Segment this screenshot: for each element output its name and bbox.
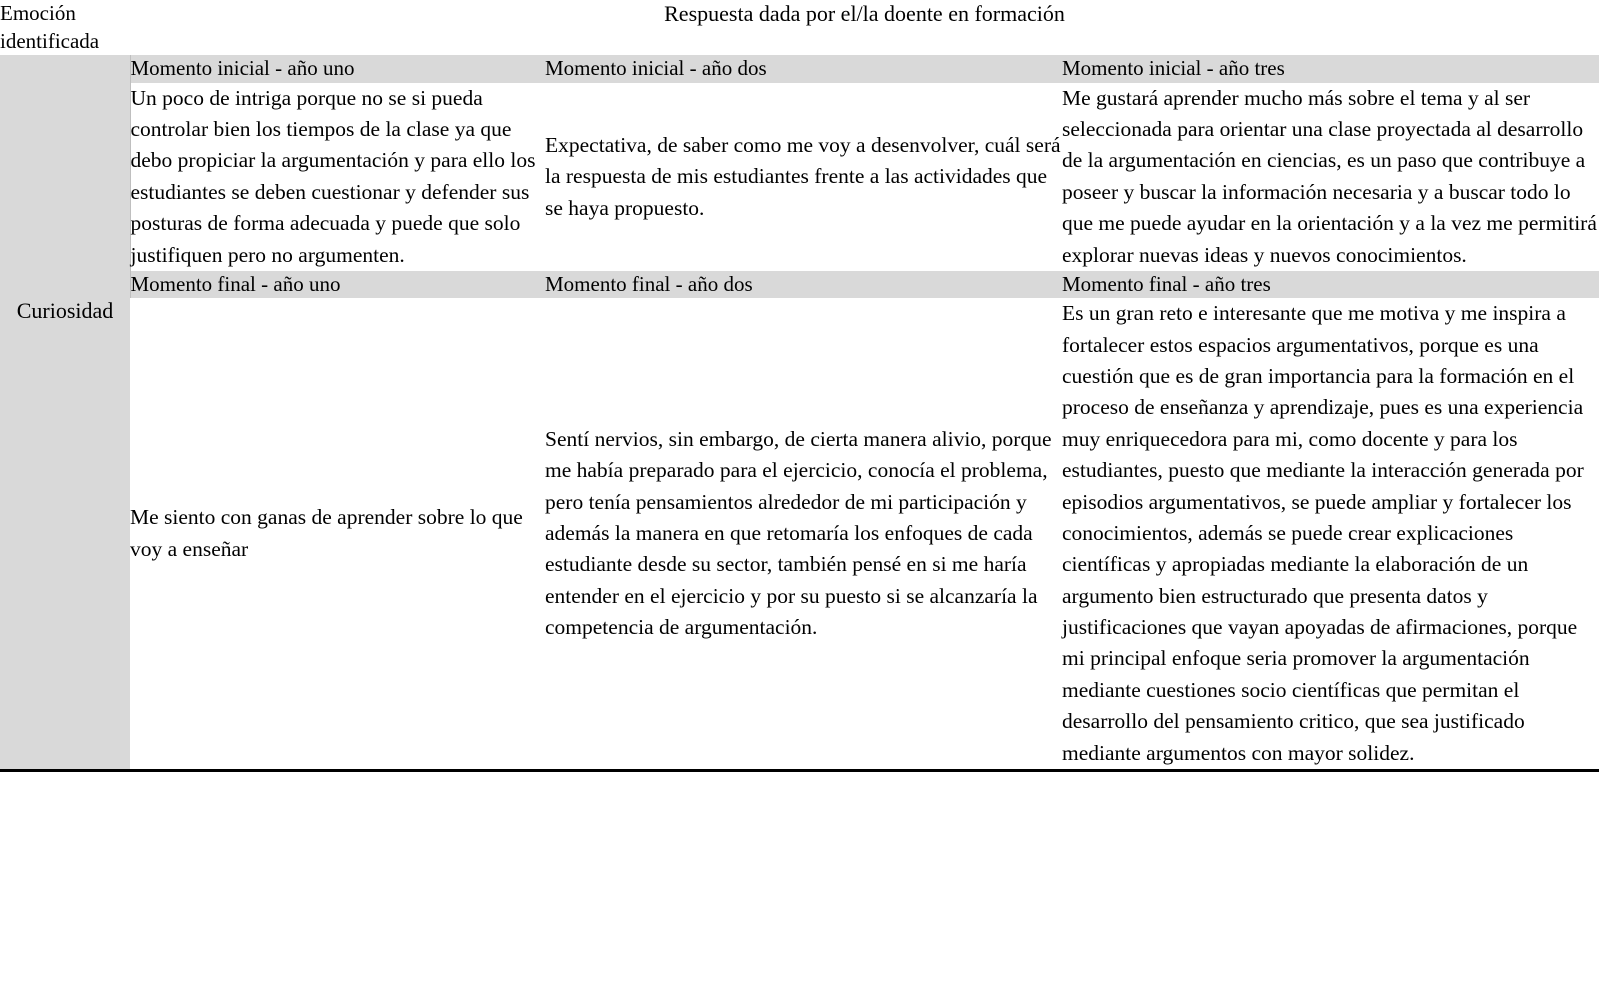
stub-header-cell: Emoción identificada [0, 0, 130, 55]
emotion-label-cell: Curiosidad [0, 298, 130, 770]
response-initial-year-one [130, 83, 545, 271]
emotion-column-spacer-initial [0, 55, 130, 82]
response-initial-year-two [545, 83, 1062, 271]
response-text: Me gustará aprender mucho más sobre el tema y al ser seleccionada para orientar una clase proyectada al desarrollo de la argumentación en ciencias, es un paso que contribuye a poseer y buscar la información necesaria y a buscar todo lo que me puede ayudar en la orientación y a la vez me permitirá explorar nuevas ideas y nuevos conocimientos. [1062, 85, 1597, 267]
moment-final-content-row [0, 298, 1599, 770]
response-text: Sentí nervios, sin embargo, de cierta manera alivio, porque me había preparado para el ejercicio, conocía el problema, pero tenía pensamientos alrededor de mi participación y además la manera en que retomaría los enfoques de cada estudiante desde su sector, también pensé en si me haría entender en el ejercicio y por su puesto si se alcanzaría la competencia de argumentación. [545, 426, 1052, 640]
moment-header-initial-year-three: Momento inicial - año tres [1062, 55, 1599, 82]
table-header-row [0, 0, 1599, 55]
emotion-column-spacer-final [0, 271, 130, 298]
moment-header-initial-year-two: Momento inicial - año dos [545, 55, 1062, 82]
response-text: Me siento con ganas de aprender sobre lo que voy a enseñar [130, 505, 523, 561]
response-text: Un poco de intriga porque no se si pueda controlar bien los tiempos de la clase ya que debo propiciar la argumentación y para ello los estudiantes se deben cuestionar y defender sus posturas de forma adecuada y puede que solo justifiquen pero no argumenten. [130, 85, 536, 267]
response-final-year-three [1062, 298, 1599, 770]
moment-header-initial-year-one: Momento inicial - año uno [130, 55, 545, 82]
response-initial-year-three [1062, 83, 1599, 271]
response-text: Es un gran reto e interesante que me motiva y me inspira a fortalecer estos espacios argumentativos, porque es una cuestión que es de gran importancia para la formación en el proceso de enseñanza y aprendizaje, pues es una experiencia muy enriquecedora para mi, como docente y para los estudiantes, puesto que mediante la interacción generada por episodios argumentativos, se puede ampliar y fortalecer los conocimientos, además se puede crear explicaciones científicas y apropiadas mediante la elaboración de un argumento bien estructurado que presenta datos y justificaciones que vayan apoyadas de afirmaciones, porque mi principal enfoque seria promover la argumentación mediante cuestiones socio científicas que permitan el desarrollo del pensamiento critico, que sea justificado mediante argumentos con mayor solidez. [1062, 301, 1584, 765]
moment-header-final-year-one: Momento final - año uno [130, 271, 545, 298]
emotion-cell-upper [0, 83, 130, 271]
moment-initial-content-row [0, 83, 1599, 271]
main-header-cell: Respuesta dada por el/la doente en formación [130, 0, 1599, 55]
response-text: Expectativa, de saber como me voy a desenvolver, cuál será la respuesta de mis estudiantes frente a las actividades que se haya propuesto. [545, 132, 1061, 220]
response-final-year-one [130, 298, 545, 770]
moment-initial-header-row [0, 55, 1599, 82]
moment-final-header-row [0, 271, 1599, 298]
response-final-year-two [545, 298, 1062, 770]
moment-header-final-year-two: Momento final - año dos [545, 271, 1062, 298]
moment-header-final-year-three: Momento final - año tres [1062, 271, 1599, 298]
